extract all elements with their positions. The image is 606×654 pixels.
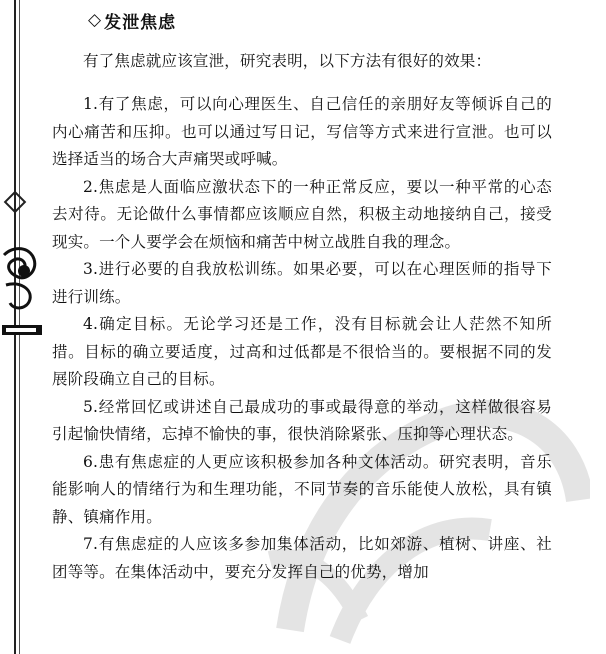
list-item: 3.进行必要的自我放松训练。如果必要，可以在心理医师的指导下进行训练。 <box>52 260 552 306</box>
list-item: 4.确定目标。无论学习还是工作，没有目标就会让人茫然不知所措。目标的确立要适度，过高和过低都是不很恰当的。要根据不同的发展阶段确立自己的目标。 <box>52 315 552 388</box>
section-title: 发泄焦虑 <box>104 12 177 33</box>
page-margin-decoration <box>0 0 40 654</box>
article <box>52 6 552 586</box>
diamond-icon: ◇ <box>88 10 103 30</box>
intro-paragraph: 有了焦虑就应该宣泄，研究表明，以下方法有很好的效果： <box>83 52 492 70</box>
section-heading <box>88 6 552 34</box>
margin-ornament-icon <box>0 185 42 355</box>
list-item: 6.患有焦虑症的人更应该积极参加各种文体活动。研究表明，音乐能影响人的情绪行为和生理功能，不同节奏的音乐能使人放松，具有镇静、镇痛作用。 <box>52 452 552 526</box>
list-item: 5.经常回忆或讲述自己最成功的事或最得意的举动，这样做很容易引起愉快情绪，忘掉不愉快的事，很快消除紧张、压抑等心理状态。 <box>52 397 552 443</box>
list-item: 1.有了焦虑，可以向心理医生、自己信任的亲朋好友等倾诉自己的内心痛苦和压抑。也可以通过写日记，写信等方式来进行宣泄。也可以选择适当的场合大声痛哭或呼喊。 <box>52 95 552 168</box>
list-item: 7.有焦虑症的人应该多参加集体活动，比如郊游、植树、讲座、社团等等。在集体活动中，要充分发挥自己的优势，增加 <box>52 535 552 581</box>
list-item: 2.焦虑是人面临应激状态下的一种正常反应，要以一种平常的心态去对待。无论做什么事情都应该顺应自然，积极主动地接纳自己，接受现实。一个人要学会在烦恼和痛苦中树立战胜自我的理念。 <box>52 177 552 251</box>
